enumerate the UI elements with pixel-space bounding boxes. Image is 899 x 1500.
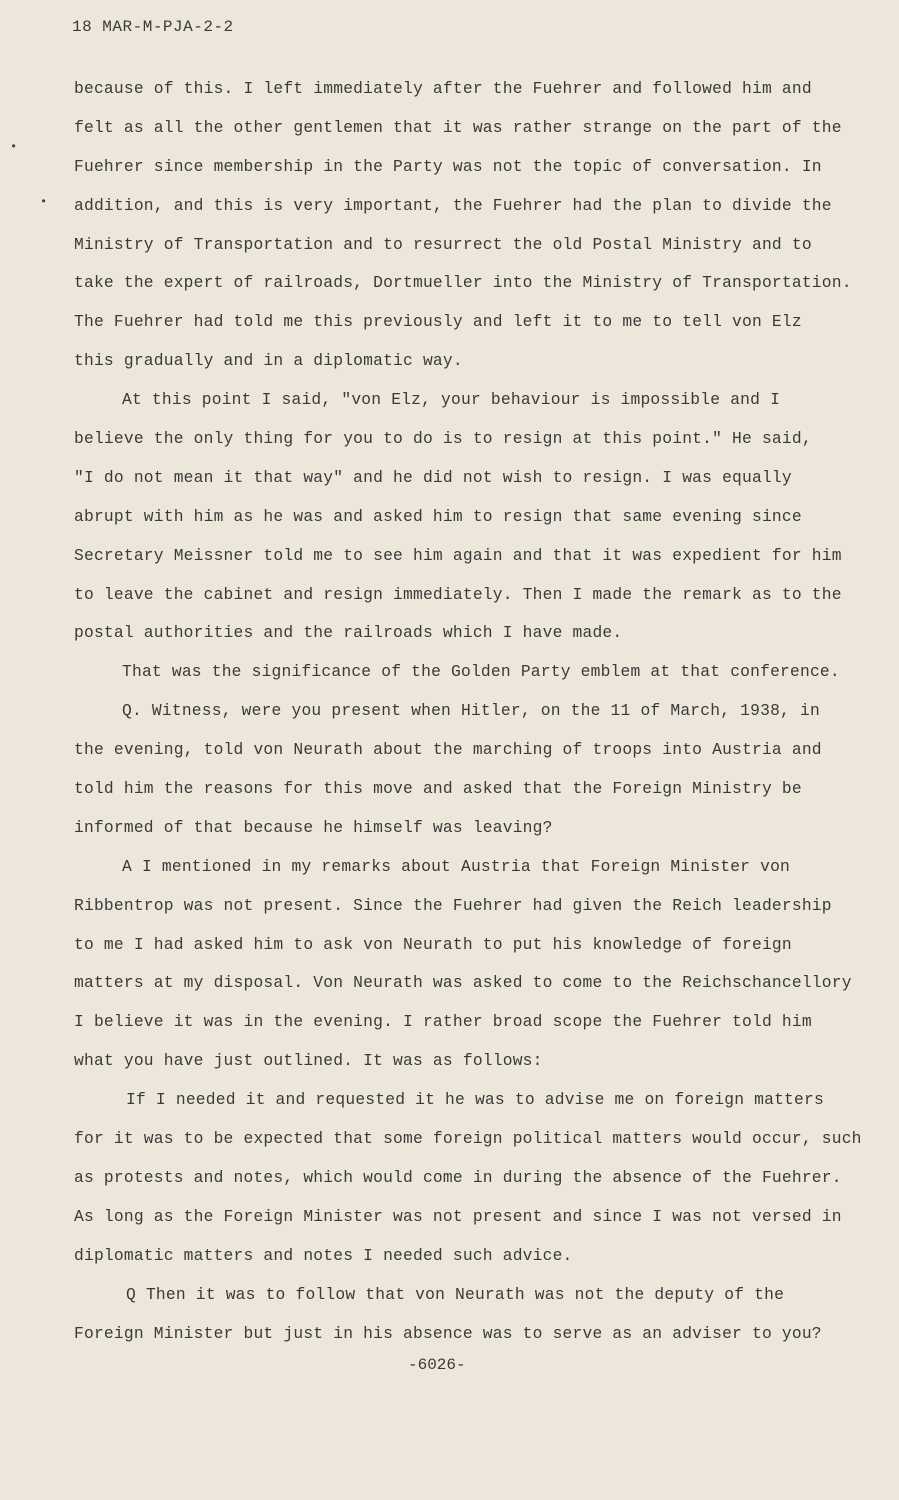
text-line: That was the significance of the Golden Party emblem at that conference.	[122, 662, 840, 682]
text-line: As long as the Foreign Minister was not present and since I was not versed in	[74, 1206, 842, 1226]
text-line: what you have just outlined. It was as follows:	[74, 1051, 543, 1071]
question-line: Q. Witness, were you present when Hitler, on the 11 of March, 1938, in	[122, 701, 820, 721]
text-line: this gradually and in a diplomatic way.	[74, 351, 463, 371]
margin-mark: •	[10, 140, 18, 154]
text-line: believe the only thing for you to do is to resign at this point." He said,	[74, 429, 812, 449]
text-line: addition, and this is very important, the Fuehrer had the plan to divide the	[74, 195, 832, 215]
text-line: matters at my disposal. Von Neurath was asked to come to the Reichschancellory	[74, 973, 852, 993]
text-line: Ribbentrop was not present. Since the Fuehrer had given the Reich leadership	[74, 895, 832, 915]
text-line: If I needed it and requested it he was to advise me on foreign matters	[126, 1090, 824, 1110]
text-line: postal authorities and the railroads which I have made.	[74, 623, 623, 643]
transcript-body	[74, 70, 862, 1353]
text-line: The Fuehrer had told me this previously and left it to me to tell von Elz	[74, 312, 802, 332]
text-line: told him the reasons for this move and asked that the Foreign Ministry be	[74, 779, 802, 799]
text-line: At this point I said, "von Elz, your behaviour is impossible and I	[122, 390, 781, 410]
text-line: Secretary Meissner told me to see him again and that it was expedient for him	[74, 545, 842, 565]
text-line: Ministry of Transportation and to resurrect the old Postal Ministry and to	[74, 234, 812, 254]
text-line: for it was to be expected that some foreign political matters would occur, such	[74, 1129, 862, 1149]
text-line: informed of that because he himself was leaving?	[74, 817, 553, 837]
text-line: I believe it was in the evening. I rather broad scope the Fuehrer told him	[74, 1012, 812, 1032]
text-line: the evening, told von Neurath about the marching of troops into Austria and	[74, 740, 822, 760]
text-line: to me I had asked him to ask von Neurath to put his knowledge of foreign	[74, 934, 792, 954]
margin-mark: •	[40, 195, 48, 209]
text-line: take the expert of railroads, Dortmueller into the Ministry of Transportation.	[74, 273, 852, 293]
text-line: as protests and notes, which would come in during the absence of the Fuehrer.	[74, 1167, 842, 1187]
answer-line: A I mentioned in my remarks about Austria that Foreign Minister von	[122, 856, 791, 876]
page-number: -6026-	[408, 1356, 466, 1374]
text-line: diplomatic matters and notes I needed such advice.	[74, 1245, 573, 1265]
document-reference: 18 MAR-M-PJA-2-2	[72, 18, 234, 36]
text-line: abrupt with him as he was and asked him to resign that same evening since	[74, 506, 802, 526]
text-line: Foreign Minister but just in his absence was to serve as an adviser to you?	[74, 1323, 822, 1343]
text-line: "I do not mean it that way" and he did not wish to resign. I was equally	[74, 467, 792, 487]
text-line: to leave the cabinet and resign immediately. Then I made the remark as to the	[74, 584, 842, 604]
question-line: Q Then it was to follow that von Neurath was not the deputy of the	[126, 1284, 785, 1304]
text-line: felt as all the other gentlemen that it was rather strange on the part of the	[74, 117, 842, 137]
text-line: because of this. I left immediately after the Fuehrer and followed him and	[74, 79, 812, 98]
text-line: Fuehrer since membership in the Party was not the topic of conversation. In	[74, 156, 822, 176]
